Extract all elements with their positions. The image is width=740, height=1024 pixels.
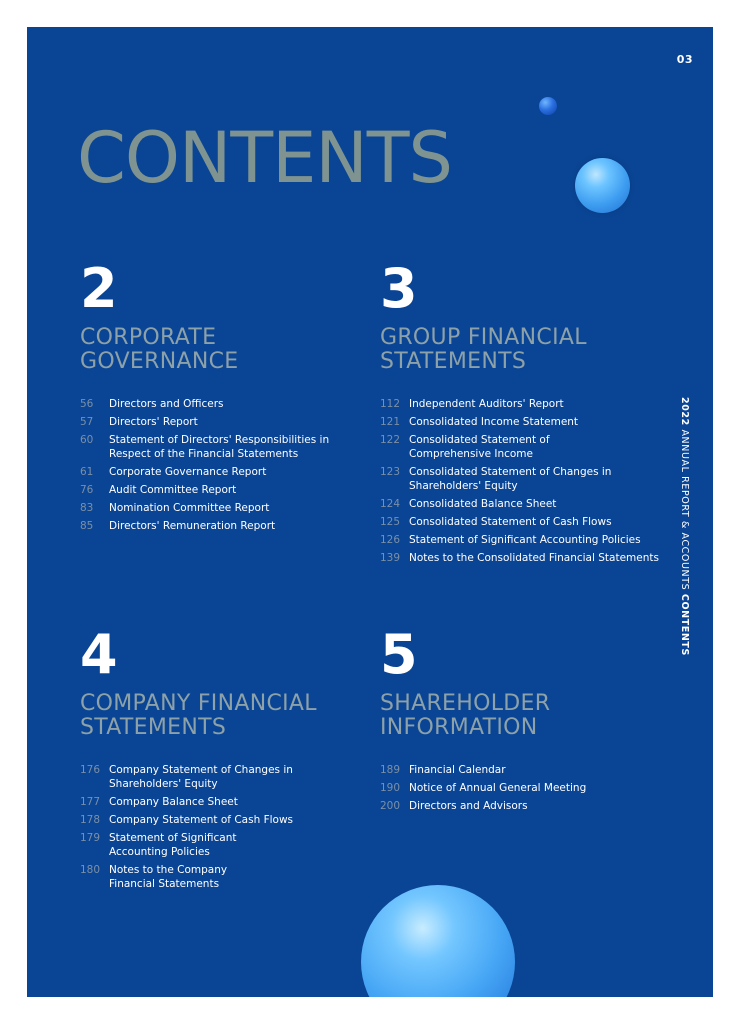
toc-item-label: Directors' Remuneration Report	[109, 520, 276, 532]
section-item-list	[380, 763, 670, 813]
medium-sphere-decoration	[575, 158, 630, 213]
toc-item-label: Directors and Officers	[109, 398, 224, 410]
toc-page-number: 200	[380, 800, 401, 812]
toc-item[interactable]	[380, 397, 670, 411]
toc-page-number: 139	[380, 552, 401, 564]
toc-item[interactable]	[380, 533, 670, 547]
toc-item[interactable]	[80, 519, 370, 533]
toc-item-label: Notes to the Consolidated Financial Statements	[409, 552, 659, 564]
toc-item-label: Directors' Report	[109, 416, 198, 428]
small-sphere-decoration	[539, 97, 557, 115]
section-title: GROUP FINANCIAL STATEMENTS	[380, 325, 587, 374]
toc-page-number: 177	[80, 796, 101, 808]
section-item-list	[80, 397, 370, 533]
report-name: ANNUAL REPORT & ACCOUNTS	[679, 425, 690, 594]
toc-item[interactable]	[80, 483, 370, 497]
section-corporate-governance	[80, 257, 370, 537]
toc-item[interactable]	[380, 551, 670, 565]
toc-page-number: 57	[80, 416, 94, 428]
toc-item-label: Consolidated Statement of Changes in Shareholders' Equity	[409, 466, 612, 492]
toc-item-label: Statement of Significant Accounting Policies	[409, 534, 641, 546]
toc-page-number: 61	[80, 466, 94, 478]
page-number: 03	[676, 53, 693, 66]
section-shareholder-information	[380, 623, 670, 817]
section-item-list	[80, 763, 370, 891]
contents-page	[27, 27, 713, 997]
toc-item-label: Consolidated Income Statement	[409, 416, 579, 428]
section-group-financial-statements	[380, 257, 670, 569]
section-number: 3	[380, 257, 418, 320]
toc-page-number: 85	[80, 520, 94, 532]
toc-item-label: Company Statement of Cash Flows	[109, 814, 294, 826]
toc-item[interactable]	[80, 763, 370, 791]
toc-item[interactable]	[380, 799, 670, 813]
toc-page-number: 112	[380, 398, 401, 410]
toc-page-number: 60	[80, 434, 94, 446]
vertical-report-label	[679, 397, 690, 656]
section-item-list	[380, 397, 670, 565]
toc-item[interactable]	[80, 795, 370, 809]
section-title: SHAREHOLDER INFORMATION	[380, 691, 551, 740]
toc-item-label: Company Balance Sheet	[109, 796, 238, 808]
toc-page-number: 56	[80, 398, 94, 410]
toc-item-label: Notice of Annual General Meeting	[409, 782, 587, 794]
toc-page-number: 83	[80, 502, 94, 514]
toc-item-label: Nomination Committee Report	[109, 502, 270, 514]
toc-item[interactable]	[380, 497, 670, 511]
toc-page-number: 125	[380, 516, 401, 528]
toc-item-label: Independent Auditors' Report	[409, 398, 564, 410]
toc-item-label: Audit Committee Report	[109, 484, 237, 496]
toc-page-number: 122	[380, 434, 401, 446]
toc-item[interactable]	[80, 465, 370, 479]
toc-page-number: 76	[80, 484, 94, 496]
toc-page-number: 126	[380, 534, 401, 546]
toc-page-number: 124	[380, 498, 401, 510]
section-number: 2	[80, 257, 118, 320]
toc-item[interactable]	[80, 415, 370, 429]
large-sphere-decoration	[361, 885, 515, 997]
toc-page-number: 178	[80, 814, 101, 826]
toc-item-label: Statement of Significant Accounting Policies	[109, 832, 237, 858]
toc-page-number: 180	[80, 864, 101, 876]
toc-page-number: 179	[80, 832, 101, 844]
toc-page-number: 189	[380, 764, 401, 776]
toc-item[interactable]	[380, 465, 670, 493]
section-name: CONTENTS	[679, 593, 690, 656]
section-number: 5	[380, 623, 418, 686]
toc-item-label: Consolidated Statement of Comprehensive Income	[409, 434, 550, 460]
report-year: 2022	[679, 397, 690, 426]
toc-page-number: 121	[380, 416, 401, 428]
toc-item[interactable]	[80, 397, 370, 411]
page-title: CONTENTS	[77, 117, 452, 199]
toc-item[interactable]	[380, 415, 670, 429]
toc-page-number: 176	[80, 764, 101, 776]
toc-item-label: Notes to the Company Financial Statements	[109, 864, 228, 890]
toc-item-label: Consolidated Statement of Cash Flows	[409, 516, 612, 528]
section-title: CORPORATE GOVERNANCE	[80, 325, 239, 374]
toc-page-number: 123	[380, 466, 401, 478]
toc-item[interactable]	[380, 433, 670, 461]
toc-item[interactable]	[80, 863, 370, 891]
toc-item[interactable]	[380, 763, 670, 777]
toc-item[interactable]	[80, 433, 370, 461]
toc-item-label: Statement of Directors' Responsibilities in Respect of the Financial Statements	[109, 434, 330, 460]
section-company-financial-statements	[80, 623, 370, 895]
toc-item[interactable]	[80, 831, 370, 859]
section-number: 4	[80, 623, 118, 686]
section-title: COMPANY FINANCIAL STATEMENTS	[80, 691, 317, 740]
toc-item-label: Company Statement of Changes in Shareholders' Equity	[109, 764, 293, 790]
toc-item-label: Consolidated Balance Sheet	[409, 498, 557, 510]
toc-item[interactable]	[380, 781, 670, 795]
toc-item[interactable]	[80, 813, 370, 827]
toc-item-label: Financial Calendar	[409, 764, 506, 776]
toc-item-label: Corporate Governance Report	[109, 466, 267, 478]
toc-page-number: 190	[380, 782, 401, 794]
toc-item[interactable]	[380, 515, 670, 529]
toc-item-label: Directors and Advisors	[409, 800, 528, 812]
toc-item[interactable]	[80, 501, 370, 515]
